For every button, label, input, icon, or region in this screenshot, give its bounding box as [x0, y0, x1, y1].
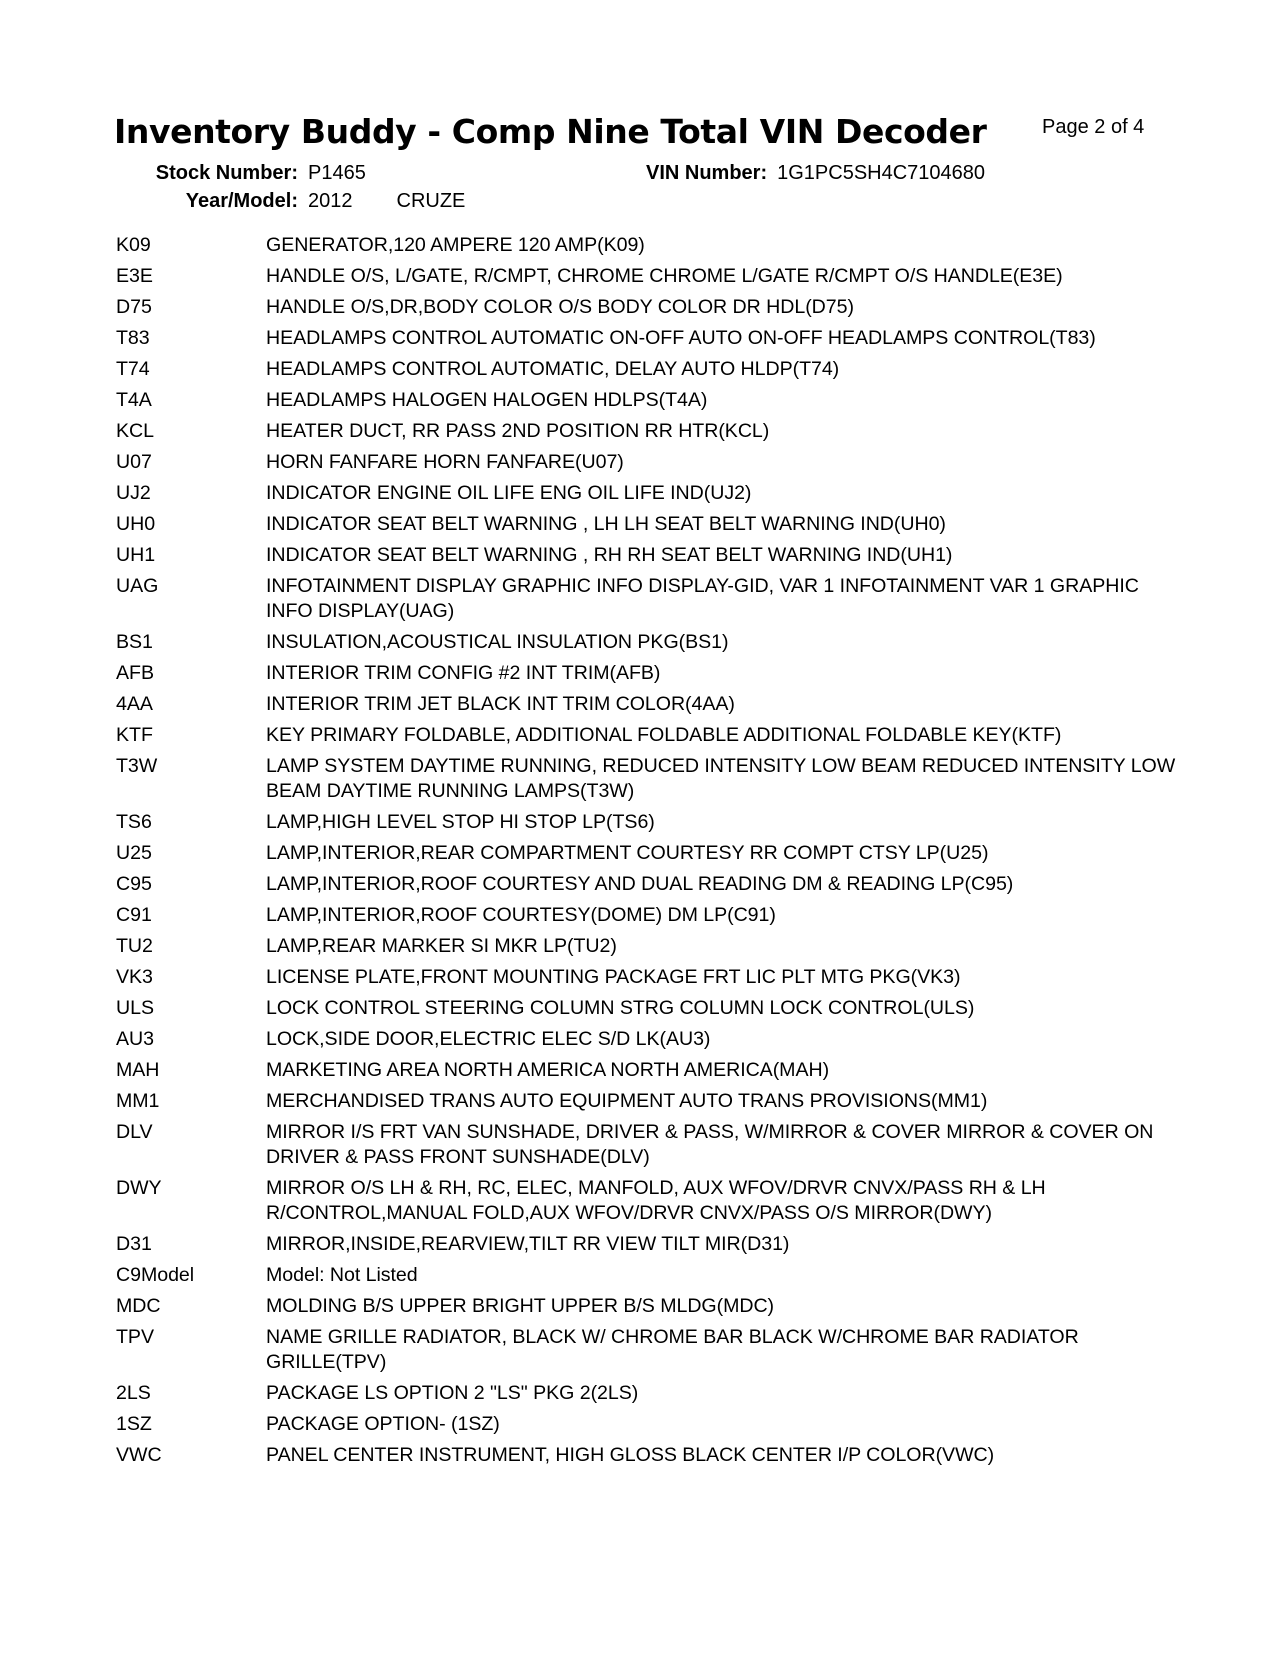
vin-number-field — [646, 162, 985, 185]
option-code: T3W — [116, 755, 158, 777]
option-description: LAMP,INTERIOR,ROOF COURTESY(DOME) DM LP(C91) — [266, 904, 776, 926]
option-code: C91 — [116, 904, 152, 926]
option-code: AU3 — [116, 1028, 154, 1050]
option-code: VK3 — [116, 966, 153, 988]
option-code: UJ2 — [116, 482, 151, 504]
list-item — [116, 751, 1176, 807]
option-description: LAMP,REAR MARKER SI MKR LP(TU2) — [266, 935, 617, 957]
list-item — [116, 689, 1176, 720]
list-item — [116, 720, 1176, 751]
option-description: HANDLE O/S, L/GATE, R/CMPT, CHROME CHROME L/GATE R/CMPT O/S HANDLE(E3E) — [266, 265, 1063, 287]
option-description: INDICATOR SEAT BELT WARNING , LH LH SEAT BELT WARNING IND(UH0) — [266, 513, 946, 535]
option-code: D75 — [116, 296, 152, 318]
list-item — [116, 627, 1176, 658]
option-description: INSULATION,ACOUSTICAL INSULATION PKG(BS1) — [266, 631, 729, 653]
list-item — [116, 962, 1176, 993]
option-description: Model: Not Listed — [266, 1264, 418, 1286]
option-description: LICENSE PLATE,FRONT MOUNTING PACKAGE FRT LIC PLT MTG PKG(VK3) — [266, 966, 961, 988]
list-item — [116, 993, 1176, 1024]
list-item — [116, 931, 1176, 962]
option-description: LAMP,HIGH LEVEL STOP HI STOP LP(TS6) — [266, 811, 655, 833]
option-description: MIRROR I/S FRT VAN SUNSHADE, DRIVER & PASS, W/MIRROR & COVER MIRROR & COVER ON DRIVER & PASS FRONT SUNSHADE(DLV) — [266, 1121, 1154, 1168]
list-item — [116, 261, 1176, 292]
list-item — [116, 1322, 1176, 1378]
option-description: LAMP,INTERIOR,ROOF COURTESY AND DUAL READING DM & READING LP(C95) — [266, 873, 1014, 895]
option-code: C95 — [116, 873, 152, 895]
option-code: MAH — [116, 1059, 160, 1081]
list-item — [116, 869, 1176, 900]
option-description: PACKAGE LS OPTION 2 "LS" PKG 2(2LS) — [266, 1382, 639, 1404]
option-description: HORN FANFARE HORN FANFARE(U07) — [266, 451, 624, 473]
option-description: HEADLAMPS CONTROL AUTOMATIC ON-OFF AUTO ON-OFF HEADLAMPS CONTROL(T83) — [266, 327, 1096, 349]
list-item — [116, 1117, 1176, 1173]
list-item — [116, 1378, 1176, 1409]
option-description: LAMP SYSTEM DAYTIME RUNNING, REDUCED INTENSITY LOW BEAM REDUCED INTENSITY LOW BEAM DAYTIME RUNNING LAMPS(T3W) — [266, 755, 1176, 802]
option-code: VWC — [116, 1444, 162, 1466]
option-code-list — [116, 230, 1176, 1471]
option-code: KTF — [116, 724, 153, 746]
option-code: TS6 — [116, 811, 152, 833]
option-description: INDICATOR SEAT BELT WARNING , RH RH SEAT BELT WARNING IND(UH1) — [266, 544, 953, 566]
option-code: MM1 — [116, 1090, 160, 1112]
option-description: PANEL CENTER INSTRUMENT, HIGH GLOSS BLACK CENTER I/P COLOR(VWC) — [266, 1444, 995, 1466]
list-item — [116, 292, 1176, 323]
option-code: K09 — [116, 234, 151, 256]
option-code: DWY — [116, 1177, 162, 1199]
option-code: ULS — [116, 997, 154, 1019]
option-code: C9Model — [116, 1264, 195, 1286]
list-item — [116, 1260, 1176, 1291]
list-item — [116, 1409, 1176, 1440]
option-description: INFOTAINMENT DISPLAY GRAPHIC INFO DISPLAY-GID, VAR 1 INFOTAINMENT VAR 1 GRAPHIC INFO DISPLAY(UAG) — [266, 575, 1139, 622]
vin-number-label: VIN Number: — [646, 162, 768, 184]
option-description: LAMP,INTERIOR,REAR COMPARTMENT COURTESY RR COMPT CTSY LP(U25) — [266, 842, 989, 864]
option-description: KEY PRIMARY FOLDABLE, ADDITIONAL FOLDABLE ADDITIONAL FOLDABLE KEY(KTF) — [266, 724, 1062, 746]
option-description: HEADLAMPS CONTROL AUTOMATIC, DELAY AUTO HLDP(T74) — [266, 358, 840, 380]
list-item — [116, 1055, 1176, 1086]
list-item — [116, 447, 1176, 478]
list-item — [116, 354, 1176, 385]
stock-number-field — [154, 162, 366, 185]
option-description: INDICATOR ENGINE OIL LIFE ENG OIL LIFE IND(UJ2) — [266, 482, 752, 504]
year-model-field — [154, 190, 465, 213]
list-item — [116, 478, 1176, 509]
list-item — [116, 1440, 1176, 1471]
option-code: TPV — [116, 1326, 154, 1348]
option-description: INTERIOR TRIM JET BLACK INT TRIM COLOR(4AA) — [266, 693, 735, 715]
option-code: TU2 — [116, 935, 153, 957]
list-item — [116, 571, 1176, 627]
option-code: MDC — [116, 1295, 161, 1317]
page-title: Inventory Buddy - Comp Nine Total VIN Decoder — [114, 112, 987, 151]
list-item — [116, 416, 1176, 447]
option-description: NAME GRILLE RADIATOR, BLACK W/ CHROME BAR BLACK W/CHROME BAR RADIATOR GRILLE(TPV) — [266, 1326, 1079, 1373]
option-code: U07 — [116, 451, 152, 473]
option-code: DLV — [116, 1121, 153, 1143]
option-description: MIRROR,INSIDE,REARVIEW,TILT RR VIEW TILT MIR(D31) — [266, 1233, 790, 1255]
list-item — [116, 1086, 1176, 1117]
list-item — [116, 509, 1176, 540]
option-description: MOLDING B/S UPPER BRIGHT UPPER B/S MLDG(MDC) — [266, 1295, 775, 1317]
model-value: CRUZE — [396, 190, 466, 212]
option-description: GENERATOR,120 AMPERE 120 AMP(K09) — [266, 234, 645, 256]
option-code: UAG — [116, 575, 159, 597]
list-item — [116, 385, 1176, 416]
list-item — [116, 900, 1176, 931]
list-item — [116, 1173, 1176, 1229]
list-item — [116, 658, 1176, 689]
year-value: 2012 — [308, 190, 353, 212]
list-item — [116, 838, 1176, 869]
vin-number-value: 1G1PC5SH4C7104680 — [777, 162, 986, 184]
option-description: LOCK CONTROL STEERING COLUMN STRG COLUMN LOCK CONTROL(ULS) — [266, 997, 975, 1019]
option-description: INTERIOR TRIM CONFIG #2 INT TRIM(AFB) — [266, 662, 661, 684]
option-code: 1SZ — [116, 1413, 152, 1435]
option-description: PACKAGE OPTION- (1SZ) — [266, 1413, 500, 1435]
option-code: KCL — [116, 420, 154, 442]
stock-number-value: P1465 — [308, 162, 366, 184]
option-code: 4AA — [116, 693, 153, 715]
option-description: HEADLAMPS HALOGEN HALOGEN HDLPS(T4A) — [266, 389, 708, 411]
option-code: T83 — [116, 327, 150, 349]
option-code: AFB — [116, 662, 154, 684]
list-item — [116, 807, 1176, 838]
option-code: T74 — [116, 358, 150, 380]
page-number: Page 2 of 4 — [1042, 116, 1145, 138]
stock-number-label: Stock Number: — [155, 162, 298, 184]
year-model-label: Year/Model: — [185, 190, 298, 212]
option-code: D31 — [116, 1233, 152, 1255]
option-code: T4A — [116, 389, 152, 411]
list-item — [116, 323, 1176, 354]
option-code: 2LS — [116, 1382, 151, 1404]
option-code: E3E — [116, 265, 153, 287]
option-description: MIRROR O/S LH & RH, RC, ELEC, MANFOLD, AUX WFOV/DRVR CNVX/PASS RH & LH R/CONTROL,MANUAL FOLD,AUX WFOV/DRVR CNVX/PASS O/S MIRROR(DWY) — [266, 1177, 1046, 1224]
list-item — [116, 1024, 1176, 1055]
option-description: LOCK,SIDE DOOR,ELECTRIC ELEC S/D LK(AU3) — [266, 1028, 711, 1050]
option-description: HEATER DUCT, RR PASS 2ND POSITION RR HTR(KCL) — [266, 420, 770, 442]
option-code: U25 — [116, 842, 152, 864]
list-item — [116, 1291, 1176, 1322]
option-description: MARKETING AREA NORTH AMERICA NORTH AMERICA(MAH) — [266, 1059, 830, 1081]
list-item — [116, 230, 1176, 261]
list-item — [116, 540, 1176, 571]
option-description: MERCHANDISED TRANS AUTO EQUIPMENT AUTO TRANS PROVISIONS(MM1) — [266, 1090, 988, 1112]
option-description: HANDLE O/S,DR,BODY COLOR O/S BODY COLOR DR HDL(D75) — [266, 296, 854, 318]
option-code: BS1 — [116, 631, 153, 653]
option-code: UH0 — [116, 513, 156, 535]
list-item — [116, 1229, 1176, 1260]
option-code: UH1 — [116, 544, 156, 566]
